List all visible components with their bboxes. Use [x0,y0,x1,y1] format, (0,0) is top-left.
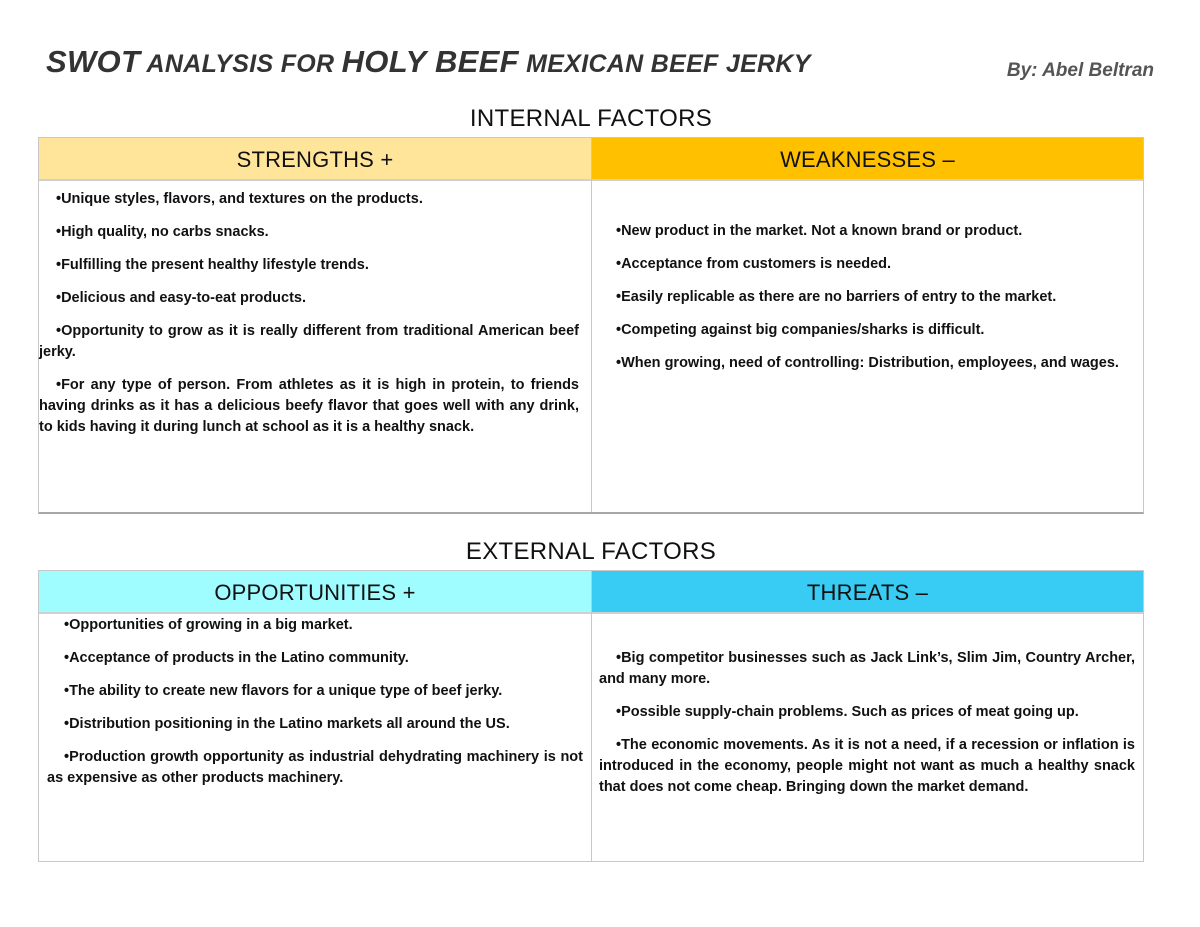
list-item: •Distribution positioning in the Latino markets all around the US. [64,716,510,732]
list-item: •Opportunity to grow as it is really different from traditional American beef jerky. [39,323,579,360]
external-factors-title: EXTERNAL FACTORS [465,538,717,565]
opportunities-column [39,571,592,861]
list-item: •New product in the market. Not a known brand or product. [616,223,1023,239]
list-item: •Production growth opportunity as industrial dehydrating machinery is not as expensive as other products machinery. [47,749,583,786]
threats-header: THREATS – [592,571,1143,614]
internal-factors-title: INTERNAL FACTORS [469,105,713,132]
title-analysis-for: ANALYSIS FOR [140,50,342,78]
list-item: •When growing, need of controlling: Distribution, employees, and wages. [616,355,1119,371]
list-item: •Big competitor businesses such as Jack Link’s, Slim Jim, Country Archer, and many more. [599,650,1135,687]
internal-factors-grid [38,137,1144,514]
list-item: •Acceptance from customers is needed. [616,256,892,272]
title-brand: HOLY BEEF [341,44,519,79]
author-byline: By: Abel Beltran [1006,60,1154,81]
list-item: •Fulfilling the present healthy lifestyle trends. [56,257,369,273]
title-swot: SWOT [46,44,141,79]
strengths-header: STRENGTHS + [39,138,591,181]
opportunities-header: OPPORTUNITIES + [39,571,591,614]
list-item: •Easily replicable as there are no barriers of entry to the market. [616,289,1057,305]
list-item: •Possible supply-chain problems. Such as prices of meat going up. [616,704,1079,720]
weaknesses-column [592,138,1143,512]
threats-list [592,614,1143,798]
external-factors-grid [38,570,1144,862]
weaknesses-list [592,181,1143,374]
list-item: •Competing against big companies/sharks is difficult. [616,322,985,338]
strengths-column [39,138,592,512]
list-item: •Acceptance of products in the Latino community. [64,650,409,666]
weaknesses-header: WEAKNESSES – [592,138,1143,181]
list-item: •The economic movements. As it is not a need, if a recession or inflation is introduced in the economy, people might not want as much a healthy snack that does not come cheap. Bringing down the market demand. [599,737,1135,795]
strengths-list [39,181,591,438]
list-item: •The ability to create new flavors for a unique type of beef jerky. [64,683,503,699]
list-item: •High quality, no carbs snacks. [56,224,269,240]
list-item: •Unique styles, flavors, and textures on the products. [56,191,423,207]
title-row [46,44,1156,90]
document-title [46,44,811,80]
list-item: •Opportunities of growing in a big market. [64,617,353,633]
threats-column [592,571,1143,861]
opportunities-list [39,614,591,789]
title-product: MEXICAN BEEF JERKY [518,50,811,78]
list-item: •Delicious and easy-to-eat products. [56,290,307,306]
list-item: •For any type of person. From athletes as it is high in protein, to friends having drinks as it has a delicious beefy flavor that goes well with any drink, to kids having it during lunch at school as it is a healthy snack. [39,377,579,435]
